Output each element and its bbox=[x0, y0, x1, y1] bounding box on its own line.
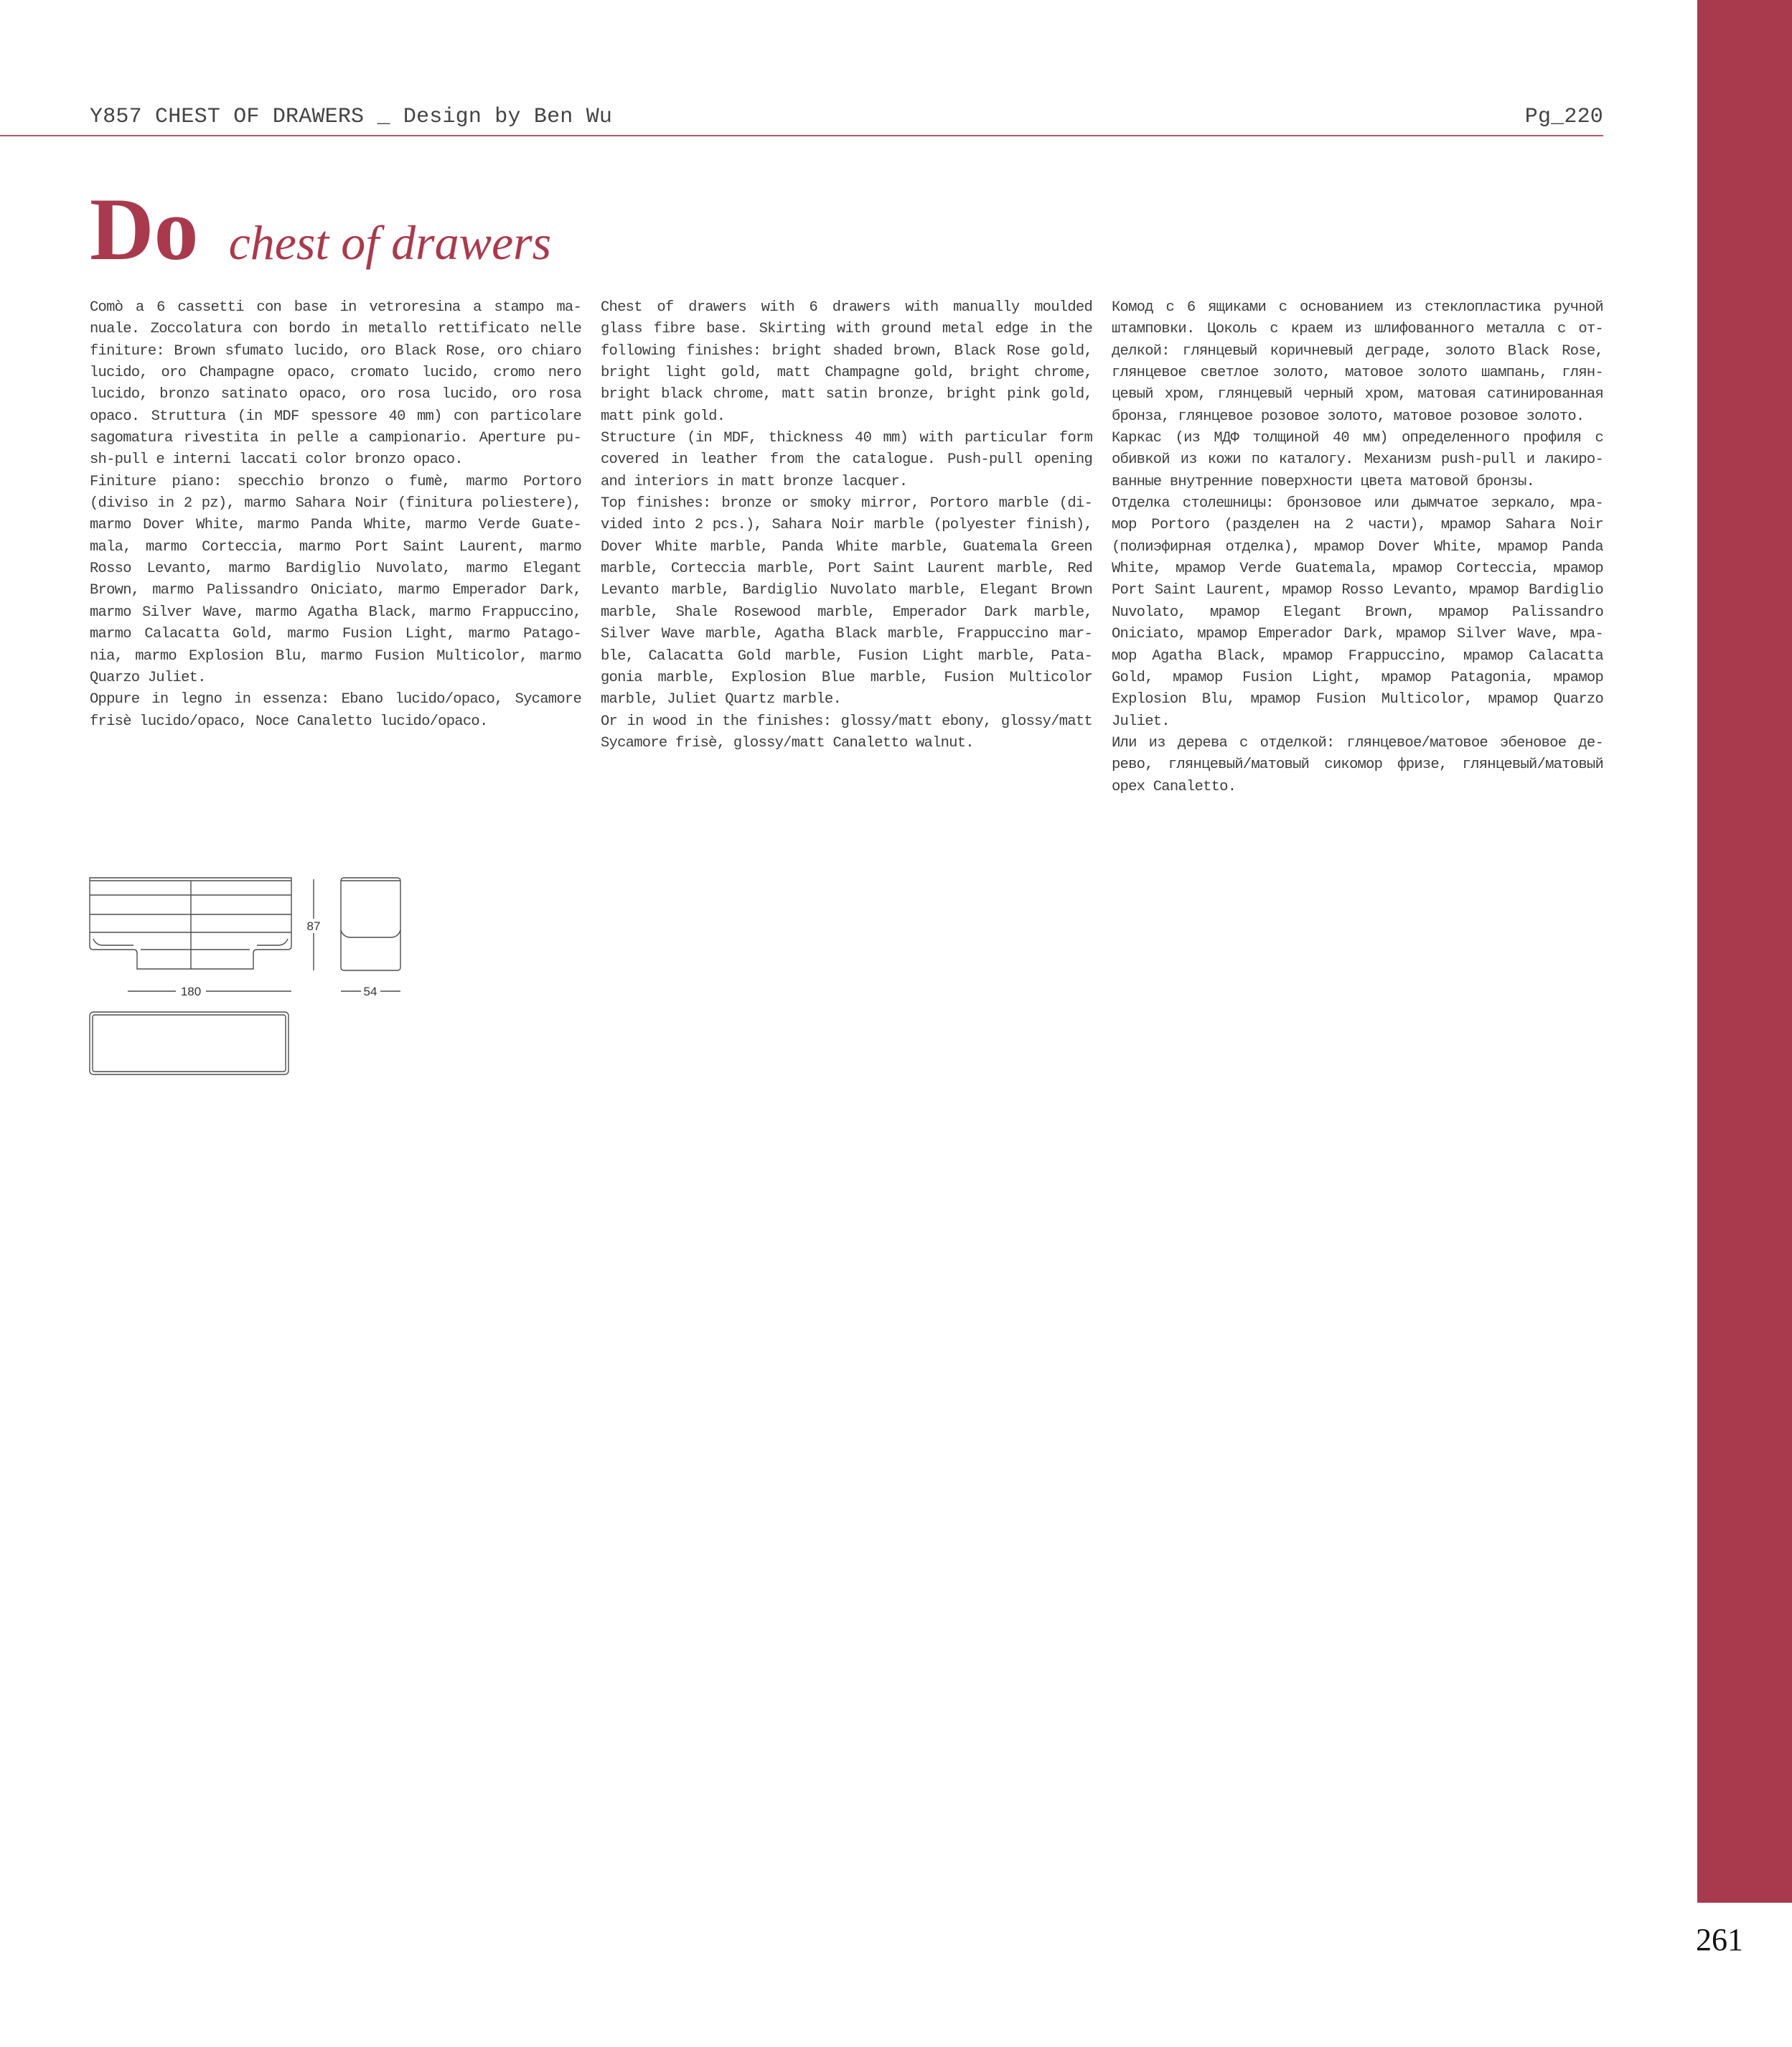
text-line: Or in wood in the finishes: glossy/matt ebony, glossy/matt bbox=[601, 713, 1092, 730]
front-view-drawing bbox=[90, 878, 291, 969]
text-line: Или из дерева с отделкой: глянцевое/матовое эбеновое де- bbox=[1112, 734, 1603, 751]
text-line: marble, Juliet Quartz marble. bbox=[601, 691, 842, 708]
text-line: bright black chrome, matt satin bronze, bright pink gold, bbox=[601, 386, 1092, 403]
text-line: Dover White marble, Panda White marble, Guatemala Green bbox=[601, 538, 1092, 556]
text-line: lucido, bronzo satinato opaco, oro rosa lucido, oro rosa bbox=[90, 386, 581, 403]
description-italian bbox=[90, 297, 581, 733]
text-line: Комод с 6 ящиками с основанием из стеклопластика ручной bbox=[1112, 299, 1603, 316]
text-line: (diviso in 2 pz), marmo Sahara Noir (finitura poliestere), bbox=[90, 495, 581, 512]
text-line: marmo Silver Wave, marmo Agatha Black, marmo Frappuccino, bbox=[90, 604, 581, 621]
header-title: Y857 CHEST OF DRAWERS _ Design by Ben Wu bbox=[90, 105, 613, 129]
text-line: Chest of drawers with 6 drawers with manually moulded bbox=[601, 299, 1092, 316]
text-line: vided into 2 pcs.), Sahara Noir marble (polyester finish), bbox=[601, 517, 1092, 534]
depth-dimension bbox=[341, 985, 400, 998]
text-line: обивкой из кожи по каталогу. Механизм push-pull и лакиро- bbox=[1112, 451, 1603, 469]
text-line: Oniciato, мрамор Emperador Dark, мрамор Silver Wave, мра- bbox=[1112, 626, 1603, 643]
top-view-inner-outline bbox=[93, 1015, 286, 1072]
description-russian bbox=[1112, 297, 1603, 798]
text-line: and interiors in matt bronze lacquer. bbox=[601, 473, 908, 490]
text-line: frisè lucido/opaco, Noce Canaletto lucido/opaco. bbox=[90, 713, 488, 730]
text-line: Brown, marmo Palissandro Oniciato, marmo Emperador Dark, bbox=[90, 582, 581, 599]
text-line: Gold, мрамор Fusion Light, мрамор Patagonia, мрамор bbox=[1112, 669, 1603, 686]
base-curve-left bbox=[93, 939, 133, 945]
top-view-drawing bbox=[90, 1012, 288, 1074]
text-line: Каркас (из МДФ толщиной 40 мм) определенного профиля с bbox=[1112, 430, 1603, 447]
text-line: sagomatura rivestita in pelle a campionario. Aperture pu- bbox=[90, 430, 581, 447]
header-page-reference: Pg_220 bbox=[1524, 105, 1603, 129]
text-line: nia, marmo Explosion Blu, marmo Fusion Multicolor, marmo bbox=[90, 647, 581, 665]
text-line: marble, Corteccia marble, Port Saint Laurent marble, Red bbox=[601, 561, 1092, 578]
text-line: Nuvolato, мрамор Elegant Brown, мрамор Palissandro bbox=[1112, 604, 1603, 621]
text-line: lucido, oro Champagne opaco, cromato lucido, cromo nero bbox=[90, 365, 581, 382]
text-line: White, мрамор Verde Guatemala, мрамор Corteccia, мрамор bbox=[1112, 561, 1603, 578]
side-color-tab bbox=[1697, 0, 1792, 1903]
text-line: following finishes: bright shaded brown, Black Rose gold, bbox=[601, 342, 1092, 360]
text-line: Quarzo Juliet. bbox=[90, 669, 206, 686]
text-line: ванные внутренние поверхности цвета матовой бронзы. bbox=[1112, 473, 1535, 490]
text-line: Sycamore frisè, glossy/matt Canaletto walnut. bbox=[601, 734, 974, 751]
text-line: Juliet. bbox=[1112, 713, 1170, 730]
text-line: Comò a 6 cassetti con base in vetroresina a stampo ma- bbox=[90, 299, 581, 316]
page-number: 261 bbox=[1696, 1922, 1743, 1957]
text-line: делкой: глянцевый коричневый деграде, золото Black Rose, bbox=[1112, 342, 1603, 360]
text-line: mala, marmo Corteccia, marmo Port Saint Laurent, marmo bbox=[90, 538, 581, 556]
text-line: bright light gold, matt Champagne gold, bright chrome, bbox=[601, 365, 1092, 382]
text-line: мор Agatha Black, мрамор Frappuccino, мрамор Calacatta bbox=[1112, 647, 1603, 665]
text-line: (полиэфирная отделка), мрамор Dover White, мрамор Panda bbox=[1112, 538, 1603, 556]
product-type: chest of drawers bbox=[228, 215, 552, 270]
dimension-height-label: 87 bbox=[306, 919, 321, 933]
dimension-width-label: 180 bbox=[180, 985, 202, 998]
text-line: Explosion Blu, мрамор Fusion Multicolor, мрамор Quarzo bbox=[1112, 691, 1603, 708]
text-line: covered in leather from the catalogue. Push-pull opening bbox=[601, 451, 1092, 469]
text-line: штамповки. Цоколь с краем из шлифованного металла с от- bbox=[1112, 321, 1603, 338]
text-line: Oppure in legno in essenza: Ebano lucido/opaco, Sycamore bbox=[90, 691, 581, 708]
text-line: marmo Calacatta Gold, marmo Fusion Light, marmo Patago- bbox=[90, 626, 581, 643]
text-line: finiture: Brown sfumato lucido, oro Black Rose, oro chiaro bbox=[90, 342, 581, 360]
text-line: matt pink gold. bbox=[601, 408, 726, 425]
text-line: nuale. Zoccolatura con bordo in metallo rettificato nelle bbox=[90, 321, 581, 338]
header-rule bbox=[0, 135, 1603, 136]
text-line: Port Saint Laurent, мрамор Rosso Levanto, мрамор Bardiglio bbox=[1112, 582, 1603, 599]
text-line: Silver Wave marble, Agatha Black marble, Frappuccino mar- bbox=[601, 626, 1092, 643]
description-english bbox=[601, 297, 1092, 754]
width-dimension bbox=[128, 985, 291, 998]
text-line: Finiture piano: specchio bronzo o fumè, marmo Portoro bbox=[90, 473, 581, 490]
text-line: Structure (in MDF, thickness 40 mm) with particular form bbox=[601, 430, 1092, 447]
text-line: цевый хром, глянцевый черный хром, матовая сатинированная bbox=[1112, 386, 1603, 403]
text-line: marble, Shale Rosewood marble, Emperador Dark marble, bbox=[601, 604, 1092, 621]
text-line: мор Portoro (разделен на 2 части), мрамор Sahara Noir bbox=[1112, 517, 1603, 534]
side-base-curve bbox=[341, 930, 400, 937]
text-line: sh-pull e interni laccati color bronzo opaco. bbox=[90, 451, 463, 469]
height-dimension bbox=[307, 879, 321, 970]
text-line: Levanto marble, Bardiglio Nuvolato marble, Elegant Brown bbox=[601, 582, 1092, 599]
technical-drawings bbox=[72, 861, 431, 1091]
text-line: глянцевое светлое золото, матовое золото шампань, глян- bbox=[1112, 365, 1603, 382]
text-line: Top finishes: bronze or smoky mirror, Portoro marble (di- bbox=[601, 495, 1092, 512]
side-view-outline bbox=[341, 878, 400, 970]
top-view-outline bbox=[90, 1012, 288, 1074]
text-line: рево, глянцевый/матовый сикомор фризе, глянцевый/матовый bbox=[1112, 756, 1603, 774]
text-line: opaco. Struttura (in MDF spessore 40 mm) con particolare bbox=[90, 408, 581, 425]
text-line: Rosso Levanto, marmo Bardiglio Nuvolato, marmo Elegant bbox=[90, 561, 581, 578]
text-line: бронза, глянцевое розовое золото, матовое розовое золото. bbox=[1112, 408, 1585, 425]
dimension-depth-label: 54 bbox=[363, 985, 377, 998]
base-curve-right bbox=[257, 939, 288, 945]
text-line: gonia marble, Explosion Blue marble, Fusion Multicolor bbox=[601, 669, 1092, 686]
text-line: marmo Dover White, marmo Panda White, marmo Verde Guate- bbox=[90, 517, 581, 534]
text-line: Отделка столешницы: бронзовое или дымчатое зеркало, мра- bbox=[1112, 495, 1603, 512]
text-line: ble, Calacatta Gold marble, Fusion Light marble, Pata- bbox=[601, 647, 1092, 665]
side-view-drawing bbox=[341, 878, 400, 970]
product-name: Do bbox=[90, 180, 199, 278]
product-title bbox=[90, 180, 552, 278]
text-line: орех Canaletto. bbox=[1112, 778, 1237, 795]
text-line: glass fibre base. Skirting with ground metal edge in the bbox=[601, 321, 1092, 338]
